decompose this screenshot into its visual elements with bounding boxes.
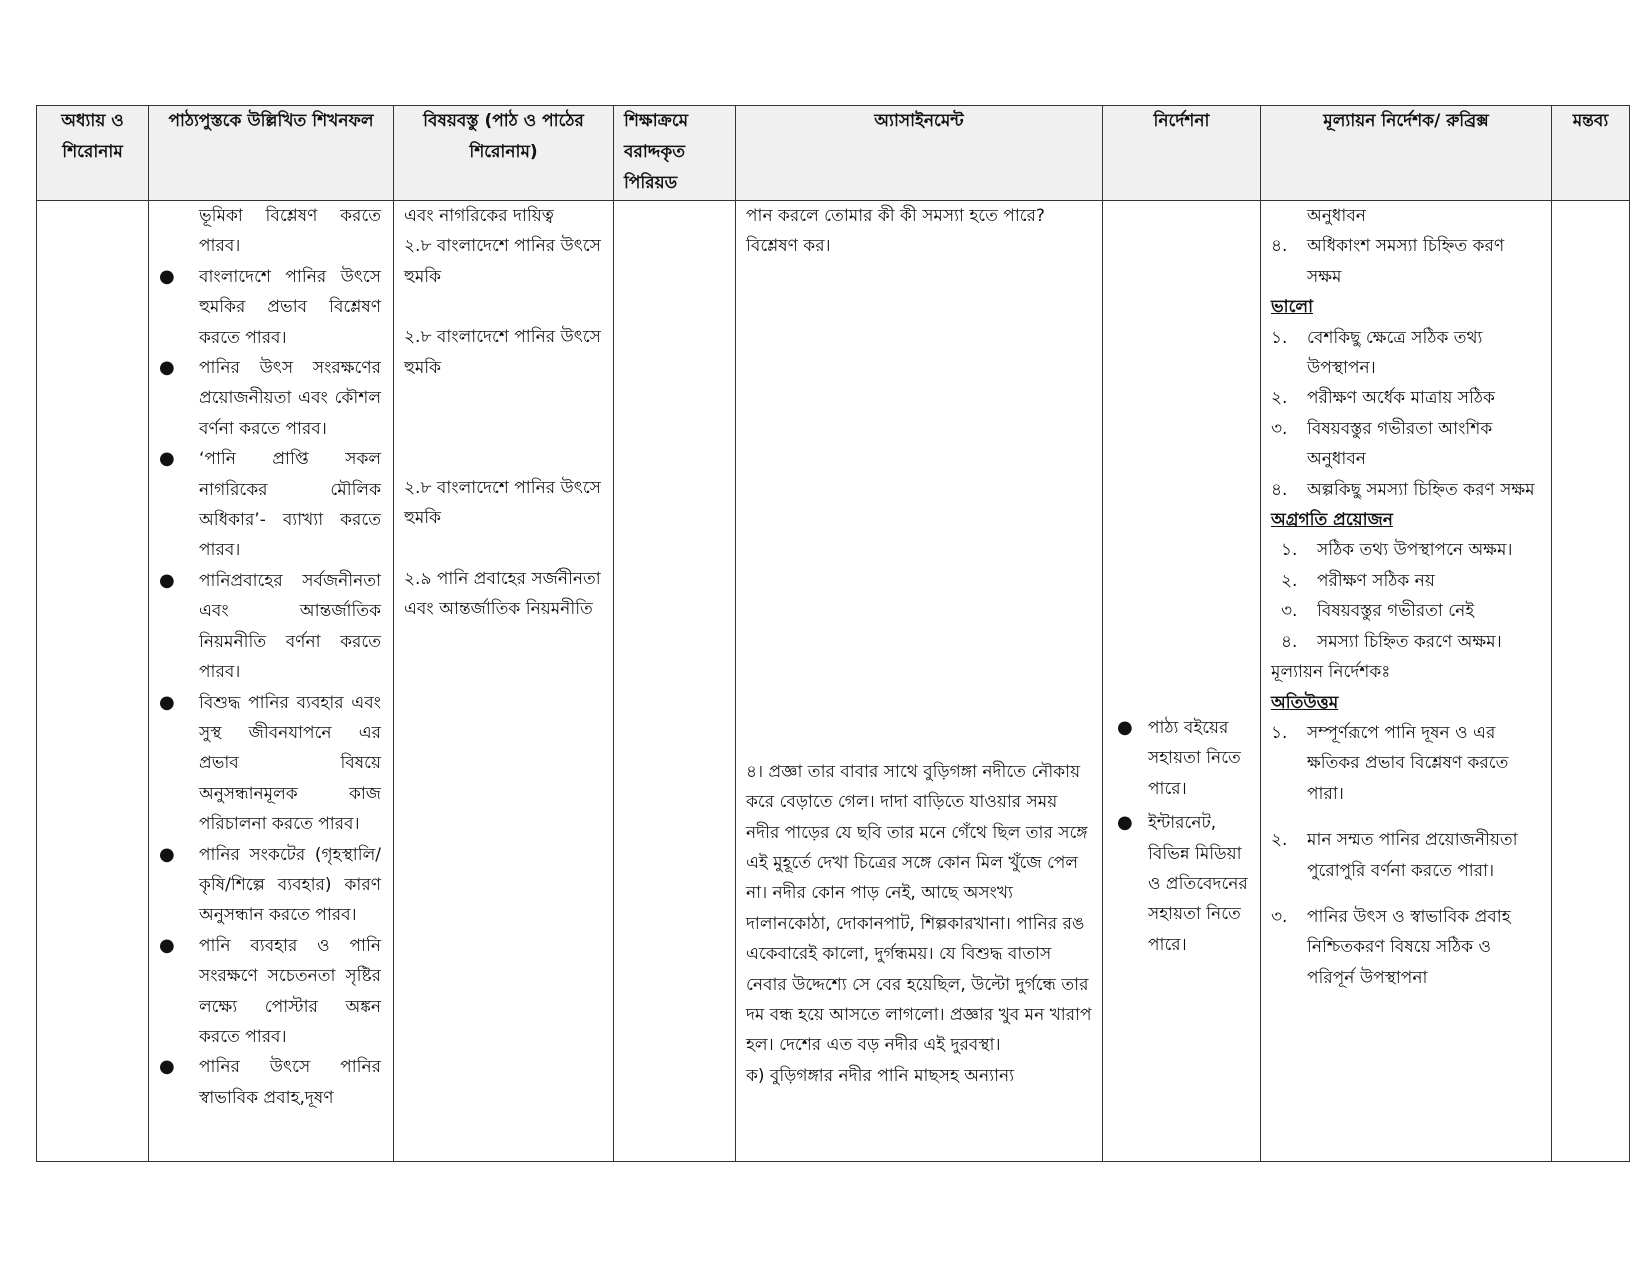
bullet-icon: ● bbox=[1117, 812, 1133, 834]
outcome-item: ● পানির উৎস সংরক্ষণের প্রয়োজনীয়তা এবং কৌশল বর্ণনা করতে পারব। bbox=[149, 353, 393, 444]
rubric-cell bbox=[1261, 201, 1552, 1162]
bullet-icon: ● bbox=[159, 1056, 175, 1078]
bullet-icon: ● bbox=[159, 843, 175, 865]
assignment-cell bbox=[736, 201, 1103, 1162]
outcome-item: ● বিশুদ্ধ পানির ব্যবহার এবং সুস্থ জীবনযাপনে এর প্রভাব বিষয়ে অনুসন্ধানমূলক কাজ পরিচালনা করতে পারব। bbox=[149, 688, 393, 840]
guidance-list bbox=[1103, 713, 1260, 960]
outcome-item: ● বাংলাদেশে পানির উৎসে হুমকির প্রভাব বিশ্লেষণ করতে পারব। bbox=[149, 262, 393, 353]
header-chapter: অধ্যায় ও শিরোনাম bbox=[37, 106, 149, 201]
rubric-heading-progress: অগ্রগতি প্রয়োজন bbox=[1271, 510, 1393, 531]
rubric-item: ৩. পানির উৎস ও স্বাভাবিক প্রবাহ নিশ্চিতকরণ বিষয়ে সঠিক ও পরিপূর্ন উপস্থাপনা bbox=[1271, 906, 1511, 988]
assignment-question-tail: পান করলে তোমার কী কী সমস্যা হতে পারে? বিশ্লেষণ কর। bbox=[746, 206, 1045, 257]
guidance-item: ● ইন্টারনেট, বিভিন্ন মিডিয়া ও প্রতিবেদনের সহায়তা নিতে পারে। bbox=[1103, 808, 1260, 960]
header-assignment: অ্যাসাইনমেন্ট bbox=[736, 106, 1103, 201]
rubric-item: ৩. বিষয়বস্তুর গভীরতা নেই bbox=[1281, 601, 1475, 622]
bullet-icon: ● bbox=[159, 569, 175, 591]
bullet-icon: ● bbox=[159, 357, 175, 379]
header-remarks: মন্তব্য bbox=[1552, 106, 1630, 201]
header-guidance: নির্দেশনা bbox=[1103, 106, 1261, 201]
rubric-item: ২. মান সম্মত পানির প্রয়োজনীয়তা পুরোপুরি বর্ণনা করতে পারা। bbox=[1271, 830, 1518, 881]
rubric-item: ১. সম্পূর্ণরূপে পানি দূষন ও এর ক্ষতিকর প্রভাব বিশ্লেষণ করতে পারা। bbox=[1271, 722, 1509, 804]
assignment-question-4a: ক) বুড়িগঙ্গার নদীর পানি মাছসহ অন্যান্য bbox=[746, 1065, 1015, 1086]
bullet-icon: ● bbox=[159, 934, 175, 956]
content-topic: ২.৮ বাংলাদেশে পানির উৎসে হুমকি bbox=[404, 236, 601, 287]
outcomes-list bbox=[149, 262, 393, 1113]
rubric-heading-excellent: অতিউত্তম bbox=[1271, 692, 1339, 713]
rubric-item: ১. বেশকিছু ক্ষেত্রে সঠিক তথ্য উপস্থাপন। bbox=[1271, 327, 1483, 379]
rubric-item: ৩. বিষয়বস্তুর গভীরতা আংশিক অনুধাবন bbox=[1271, 418, 1493, 470]
header-periods: শিক্ষাক্রমে বরাদ্দকৃত পিরিয়ড bbox=[614, 106, 736, 201]
rubric-indicator-label: মূল্যায়ন নির্দেশকঃ bbox=[1271, 662, 1391, 683]
guidance-item: ● পাঠ্য বইয়ের সহায়তা নিতে পারে। bbox=[1103, 713, 1260, 804]
remarks-cell bbox=[1552, 201, 1630, 1162]
rubric-item: ২. পরীক্ষণ অর্ধেক মাত্রায় সঠিক bbox=[1271, 388, 1495, 409]
periods-cell bbox=[614, 201, 736, 1162]
content-line: এবং নাগরিকের দায়িত্ব bbox=[404, 206, 554, 226]
bullet-icon: ● bbox=[159, 265, 175, 287]
rubric-line: অনুধাবন bbox=[1307, 206, 1366, 226]
content-topic: ২.৮ বাংলাদেশে পানির উৎসে হুমকি bbox=[404, 327, 601, 378]
outcome-item: ● ‘পানি প্রাপ্তি সকল নাগরিকের মৌলিক অধিকার’- ব্যাখ্যা করতে পারব। bbox=[149, 444, 393, 566]
content-cell bbox=[394, 201, 614, 1162]
header-content: বিষয়বস্তু (পাঠ ও পাঠের শিরোনাম) bbox=[394, 106, 614, 201]
rubric-item: ৪. সমস্যা চিহ্নিত করণে অক্ষম। bbox=[1281, 631, 1502, 652]
rubric-item: ২. পরীক্ষণ সঠিক নয় bbox=[1281, 570, 1435, 591]
bullet-icon: ● bbox=[1117, 717, 1133, 738]
rubric-item: ১. সঠিক তথ্য উপস্থাপনে অক্ষম। bbox=[1281, 540, 1513, 561]
content-topic: ২.৮ বাংলাদেশে পানির উৎসে হুমকি bbox=[404, 478, 601, 529]
rubric-item: ৪. অল্পকিছু সমস্যা চিহ্নিত করণ সক্ষম bbox=[1271, 479, 1535, 500]
content-topic: ২.৯ পানি প্রবাহের সর্জনীনতা এবং আন্তর্জাতিক নিয়মনীতি bbox=[404, 568, 601, 620]
outcome-item: ● পানিপ্রবাহের সর্বজনীনতা এবং আন্তর্জাতিক নিয়মনীতি বর্ণনা করতে পারব। bbox=[149, 566, 393, 688]
lesson-plan-table bbox=[36, 105, 1630, 1162]
outcome-item: ● পানি ব্যবহার ও পানি সংরক্ষণে সচেতনতা সৃষ্টির লক্ষ্যে পোস্টার অঙ্কন করতে পারব। bbox=[149, 931, 393, 1053]
assignment-question-4: ৪। প্রজ্ঞা তার বাবার সাথে বুড়িগঙ্গা নদীতে নৌকায় করে বেড়াতে গেল। দাদা বাড়িতে যাওয়ার সময় নদীর পাড়ের যে ছবি তার মনে গেঁথে ছিল তার সঙ্গে এই মুহূর্তে দেখা চিত্রের সঙ্গে কোন মিল খুঁজে পেল না। নদীর কোন পাড় নেই, আছে অসংখ্য দালানকোঠা, দোকানপাট, শিল্পকারখানা। পানির রঙ একেবারেই কালো, দুর্গন্ধময়। যে বিশুদ্ধ বাতাস নেবার উদ্দেশ্যে সে বের হয়েছিল, উল্টো দুর্গন্ধে তার দম বন্ধ হয়ে আসতে লাগলো। প্রজ্ঞার খুব মন খারাপ হল। দেশের এত বড় নদীর এই দুরবস্থা। bbox=[746, 761, 1092, 1056]
guidance-cell bbox=[1103, 201, 1261, 1162]
bullet-icon: ● bbox=[159, 448, 175, 470]
bullet-icon: ● bbox=[159, 691, 175, 713]
outcome-item: ● পানির উৎসে পানির স্বাভাবিক প্রবাহ,দূষণ bbox=[149, 1052, 393, 1113]
outcomes-cell bbox=[149, 201, 394, 1162]
rubric-heading-good: ভালো bbox=[1271, 297, 1314, 318]
body-row bbox=[37, 201, 1630, 1162]
header-row bbox=[37, 106, 1630, 201]
header-outcomes: পাঠ্যপুস্তকে উল্লিখিত শিখনফল bbox=[149, 106, 394, 201]
chapter-cell bbox=[37, 201, 149, 1162]
outcome-item: ● পানির সংকটের (গৃহস্থালি/কৃষি/শিল্পে ব্যবহার) কারণ অনুসন্ধান করতে পারব। bbox=[149, 840, 393, 931]
outcome-fragment: ভূমিকা বিশ্লেষণ করতে পারব। bbox=[199, 206, 381, 257]
rubric-item: ৪. অধিকাংশ সমস্যা চিহ্নিত করণ সক্ষম bbox=[1271, 236, 1505, 287]
header-rubric: মূল্যায়ন নির্দেশক/ রুব্রিক্স bbox=[1261, 106, 1552, 201]
